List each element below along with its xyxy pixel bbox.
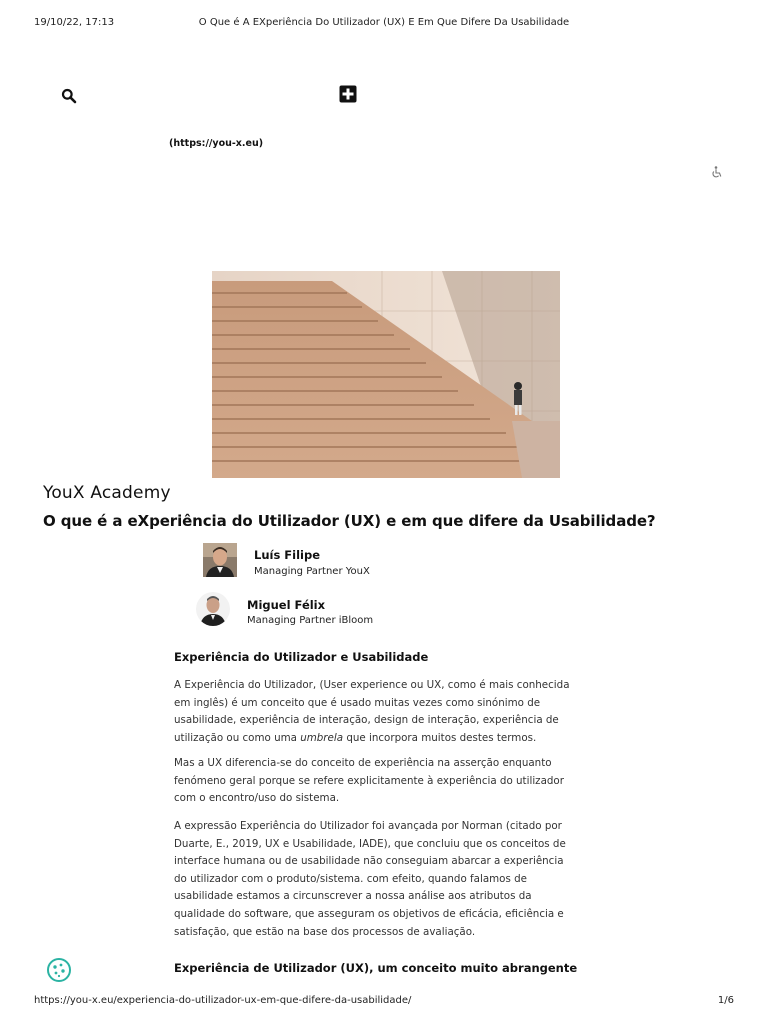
paragraph-line: usabilidade estamos a circunscrever a nossa análise aos atributos da [174, 890, 532, 903]
paragraph [174, 818, 594, 941]
author-role: Managing Partner iBloom [247, 615, 374, 626]
paragraph-line: utilização ou como uma umbrela que incorpora muitos destes termos. [174, 731, 537, 744]
paragraph-line: com o encontro/uso do sistema. [174, 792, 340, 805]
paragraph-line: interface humana ou de usabilidade não conseguiam abarcar a experiência [174, 855, 564, 868]
staircase-photo [212, 271, 560, 478]
print-url: https://you-x.eu/experiencia-do-utilizador-ux-em-que-difere-da-usabilidade/ [34, 995, 412, 1006]
paragraph-line: usabilidade, experiência de interação, design de interação, experiência de [174, 714, 559, 727]
home-link[interactable]: (https://you-x.eu) [169, 138, 264, 149]
article-title: O que é a eXperiência do Utilizador (UX) e em que difere da Usabilidade? [43, 512, 656, 530]
search-icon[interactable] [61, 88, 77, 104]
paragraph-line: fenómeno geral porque se refere explicitamente à experiência do utilizador [174, 774, 564, 787]
plus-square-icon[interactable] [339, 85, 357, 103]
paragraph-line: A expressão Experiência do Utilizador foi avançada por Norman (citado por [174, 820, 562, 832]
print-page-number: 1/6 [717, 995, 734, 1006]
paragraph-line: satisfação, que estão na base dos processos de avaliação. [174, 925, 476, 938]
author-avatar [196, 592, 230, 626]
section-heading: Experiência de Utilizador (UX), um conceito muito abrangente [174, 961, 578, 975]
print-datetime: 19/10/22, 17:13 [34, 17, 115, 28]
paragraph [174, 677, 594, 747]
author-name: Luís Filipe [254, 548, 321, 562]
paragraph-line: Mas a UX diferencia-se do conceito de experiência na asserção enquanto [174, 757, 552, 769]
print-page-title: O Que é A EXperiência Do Utilizador (UX) E Em Que Difere Da Usabilidade [198, 17, 570, 28]
paragraph-line: Duarte, E., 2019, UX e Usabilidade, IADE), que concluiu que os conceitos de [174, 837, 566, 850]
paragraph-line: qualidade do software, que asseguram os objetivos de eficácia, eficiência e [174, 907, 564, 920]
paragraph-line: em inglês) é um conceito que é usado muitas vezes como sinónimo de [174, 696, 541, 709]
author-avatar [203, 543, 237, 577]
paragraph-line: do utilizador com o produto/sistema. com efeito, quando falamos de [174, 872, 527, 885]
cookie-icon[interactable] [46, 957, 72, 983]
paragraph [174, 755, 594, 808]
accessibility-icon[interactable] [710, 164, 724, 178]
section-heading: Experiência do Utilizador e Usabilidade [174, 650, 429, 664]
emphasis: umbrela [300, 731, 344, 744]
paragraph-line: A Experiência do Utilizador, (User experience ou UX, como é mais conhecida [174, 679, 570, 691]
author-role: Managing Partner YouX [254, 566, 370, 577]
author-name: Miguel Félix [247, 598, 326, 612]
brand-heading: YouX Academy [43, 483, 171, 503]
